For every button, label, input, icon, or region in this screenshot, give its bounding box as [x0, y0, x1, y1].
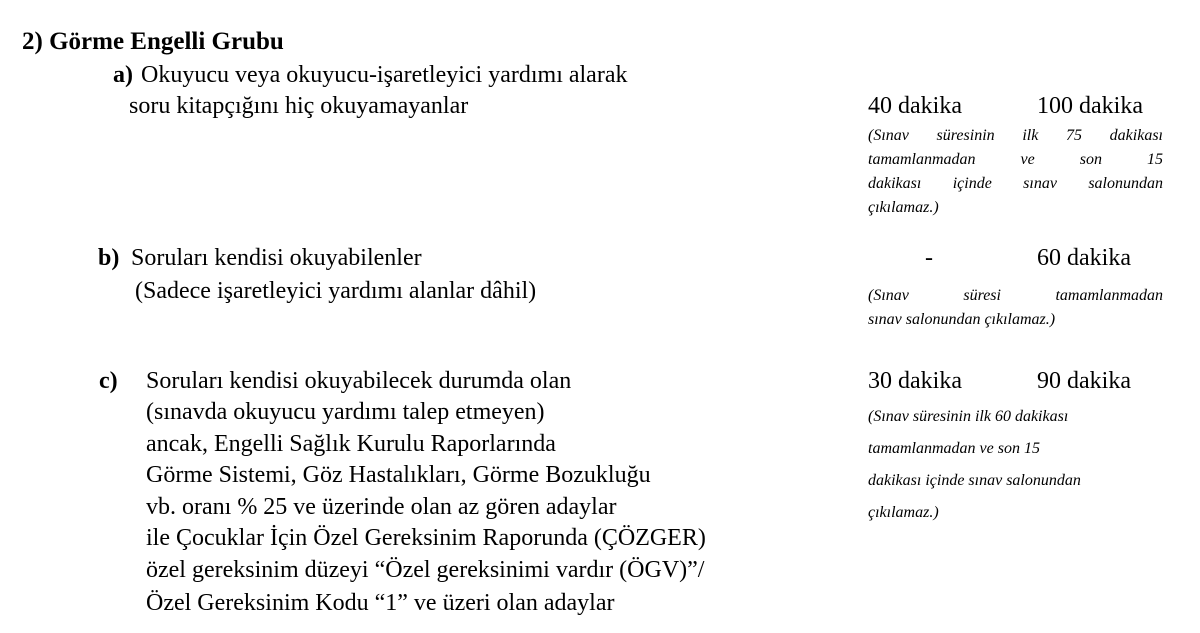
- item-b-line-1: Soruları kendisi okuyabilenler: [131, 245, 422, 271]
- item-c-line-7: özel gereksinim düzeyi “Özel gereksinimi vardır (ÖGV)”/: [146, 557, 705, 583]
- item-b-note-line-2: sınav salonundan çıkılamaz.): [868, 311, 1056, 328]
- item-c-line-8: Özel Gereksinim Kodu “1” ve üzeri olan adaylar: [146, 590, 615, 616]
- item-c-extra-time: 90 dakika: [1037, 368, 1131, 394]
- item-a-line-1: Okuyucu veya okuyucu-işaretleyici yardımı alarak: [141, 62, 628, 88]
- item-b-extra-time: 60 dakika: [1037, 245, 1131, 271]
- item-c-line-6: ile Çocuklar İçin Özel Gereksinim Raporunda (ÇÖZGER): [146, 525, 706, 551]
- item-a-note-line-1: (Sınav süresinin ilk 75 dakikası: [868, 127, 1163, 144]
- item-c-line-2: (sınavda okuyucu yardımı talep etmeyen): [146, 399, 545, 425]
- item-a-marker: a): [113, 62, 133, 88]
- item-c-note-line-3: dakikası içinde sınav salonundan: [868, 472, 1081, 489]
- item-b-line-2: (Sadece işaretleyici yardımı alanlar dâhil): [135, 278, 537, 304]
- item-a-note-line-3: dakikası içinde sınav salonundan: [868, 175, 1163, 192]
- item-c-line-4: Görme Sistemi, Göz Hastalıkları, Görme Bozukluğu: [146, 462, 651, 488]
- section-heading: 2) Görme Engelli Grubu: [22, 28, 284, 55]
- item-c-marker: c): [99, 368, 118, 394]
- item-c-note: [868, 401, 1081, 529]
- item-b-note: [868, 284, 1163, 332]
- item-a-line-2: soru kitapçığını hiç okuyamayanlar: [129, 93, 469, 119]
- item-c-note-line-4: çıkılamaz.): [868, 504, 939, 521]
- item-b-marker: b): [98, 245, 120, 271]
- item-a-note-line-2: tamamlanmadan ve son 15: [868, 151, 1163, 168]
- item-b-min-time: -: [925, 245, 933, 271]
- item-a-extra-time: 100 dakika: [1037, 93, 1143, 119]
- item-c-note-line-2: tamamlanmadan ve son 15: [868, 440, 1040, 457]
- item-c-line-3: ancak, Engelli Sağlık Kurulu Raporlarında: [146, 431, 556, 457]
- item-c-min-time: 30 dakika: [868, 368, 962, 394]
- item-a-note-line-4: çıkılamaz.): [868, 199, 939, 216]
- item-b-note-line-1: (Sınav süresi tamamlanmadan: [868, 287, 1163, 304]
- item-c-line-5: vb. oranı % 25 ve üzerinde olan az gören adaylar: [146, 494, 617, 520]
- item-c-note-line-1: (Sınav süresinin ilk 60 dakikası: [868, 408, 1069, 425]
- item-c-line-1: Soruları kendisi okuyabilecek durumda olan: [146, 368, 572, 394]
- item-a-min-time: 40 dakika: [868, 93, 962, 119]
- item-a-note: [868, 124, 1163, 220]
